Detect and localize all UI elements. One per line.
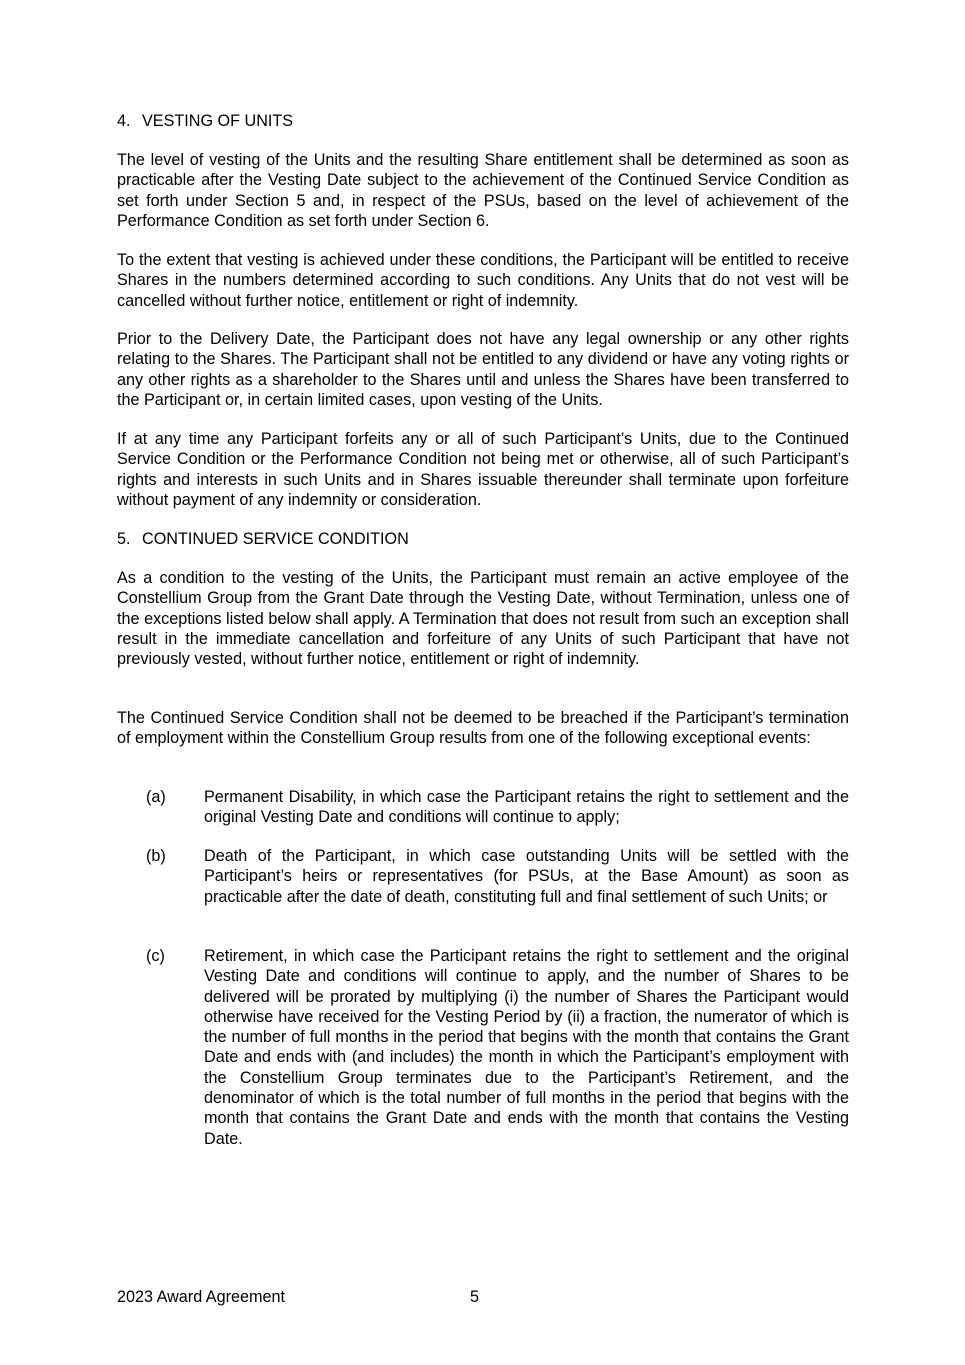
section-heading-4: [117, 111, 293, 131]
page-number: 5: [470, 1288, 480, 1306]
list-item-label: (c): [146, 947, 165, 965]
section-title: CONTINUED SERVICE CONDITION: [142, 530, 409, 548]
list-item-text: Retirement, in which case the Participant retains the right to settlement and the original Vesting Date and conditions will continue to apply, and the number of Shares to be delivered will be prorated by multiplying (i) the number of Shares the Participant would otherwise have received for the Vesting Period by (ii) a fraction, the numerator of which is the number of full months in the period that begins with the month that contains the Grant Date and ends with (and includes) the month in which the Participant’s employment with the Constellium Group terminates due to the Participant’s Retirement, and the denominator of which is the total number of full months in the period that begins with the month that contains the Grant Date and ends with the month that contains the Vesting Date.: [204, 947, 849, 1148]
footer-document-title: 2023 Award Agreement: [117, 1288, 285, 1306]
list-item-text: Death of the Participant, in which case outstanding Units will be settled with the Participant’s heirs or representatives (for PSUs, at the Base Amount) as soon as practicable after the date of death, constituting full and final settlement of such Units; or: [204, 847, 849, 906]
section-heading-5: [117, 529, 409, 549]
paragraph: As a condition to the vesting of the Units, the Participant must remain an active employee of the Constellium Group from the Grant Date through the Vesting Date, without Termination, unless one of the exceptions listed below shall apply. A Termination that does not result from such an exception shall result in the immediate cancellation and forfeiture of any Units of such Participant that have not previously vested, without further notice, entitlement or right of indemnity.: [117, 569, 849, 669]
paragraph: The level of vesting of the Units and the resulting Share entitlement shall be determined as soon as practicable after the Vesting Date subject to the achievement of the Continued Service Condition as set forth under Section 5 and, in respect of the PSUs, based on the level of achievement of the Performance Condition as set forth under Section 6.: [117, 151, 849, 230]
paragraph: Prior to the Delivery Date, the Participant does not have any legal ownership or any other rights relating to the Shares. The Participant shall not be entitled to any dividend or have any voting rights or any other rights as a shareholder to the Shares until and unless the Shares have been transferred to the Participant or, in certain limited cases, upon vesting of the Units.: [117, 330, 849, 409]
section-number: 5.: [117, 530, 131, 548]
list-item-label: (a): [146, 788, 166, 806]
paragraph: To the extent that vesting is achieved under these conditions, the Participant will be entitled to receive Shares in the numbers determined according to such conditions. Any Units that do not vest will be cancelled without further notice, entitlement or right of indemnity.: [117, 251, 849, 310]
list-item-label: (b): [146, 847, 166, 865]
paragraph: The Continued Service Condition shall not be deemed to be breached if the Participant’s termination of employment within the Constellium Group results from one of the following exceptional events:: [117, 709, 849, 748]
section-number: 4.: [117, 112, 131, 130]
paragraph: If at any time any Participant forfeits any or all of such Participant’s Units, due to the Continued Service Condition or the Performance Condition not being met or otherwise, all of such Participant’s rights and interests in such Units and in Shares issuable thereunder shall terminate upon forfeiture without payment of any indemnity or consideration.: [117, 430, 849, 509]
list-item-text: Permanent Disability, in which case the Participant retains the right to settlement and the original Vesting Date and conditions will continue to apply;: [204, 788, 849, 827]
section-title: VESTING OF UNITS: [142, 112, 294, 130]
